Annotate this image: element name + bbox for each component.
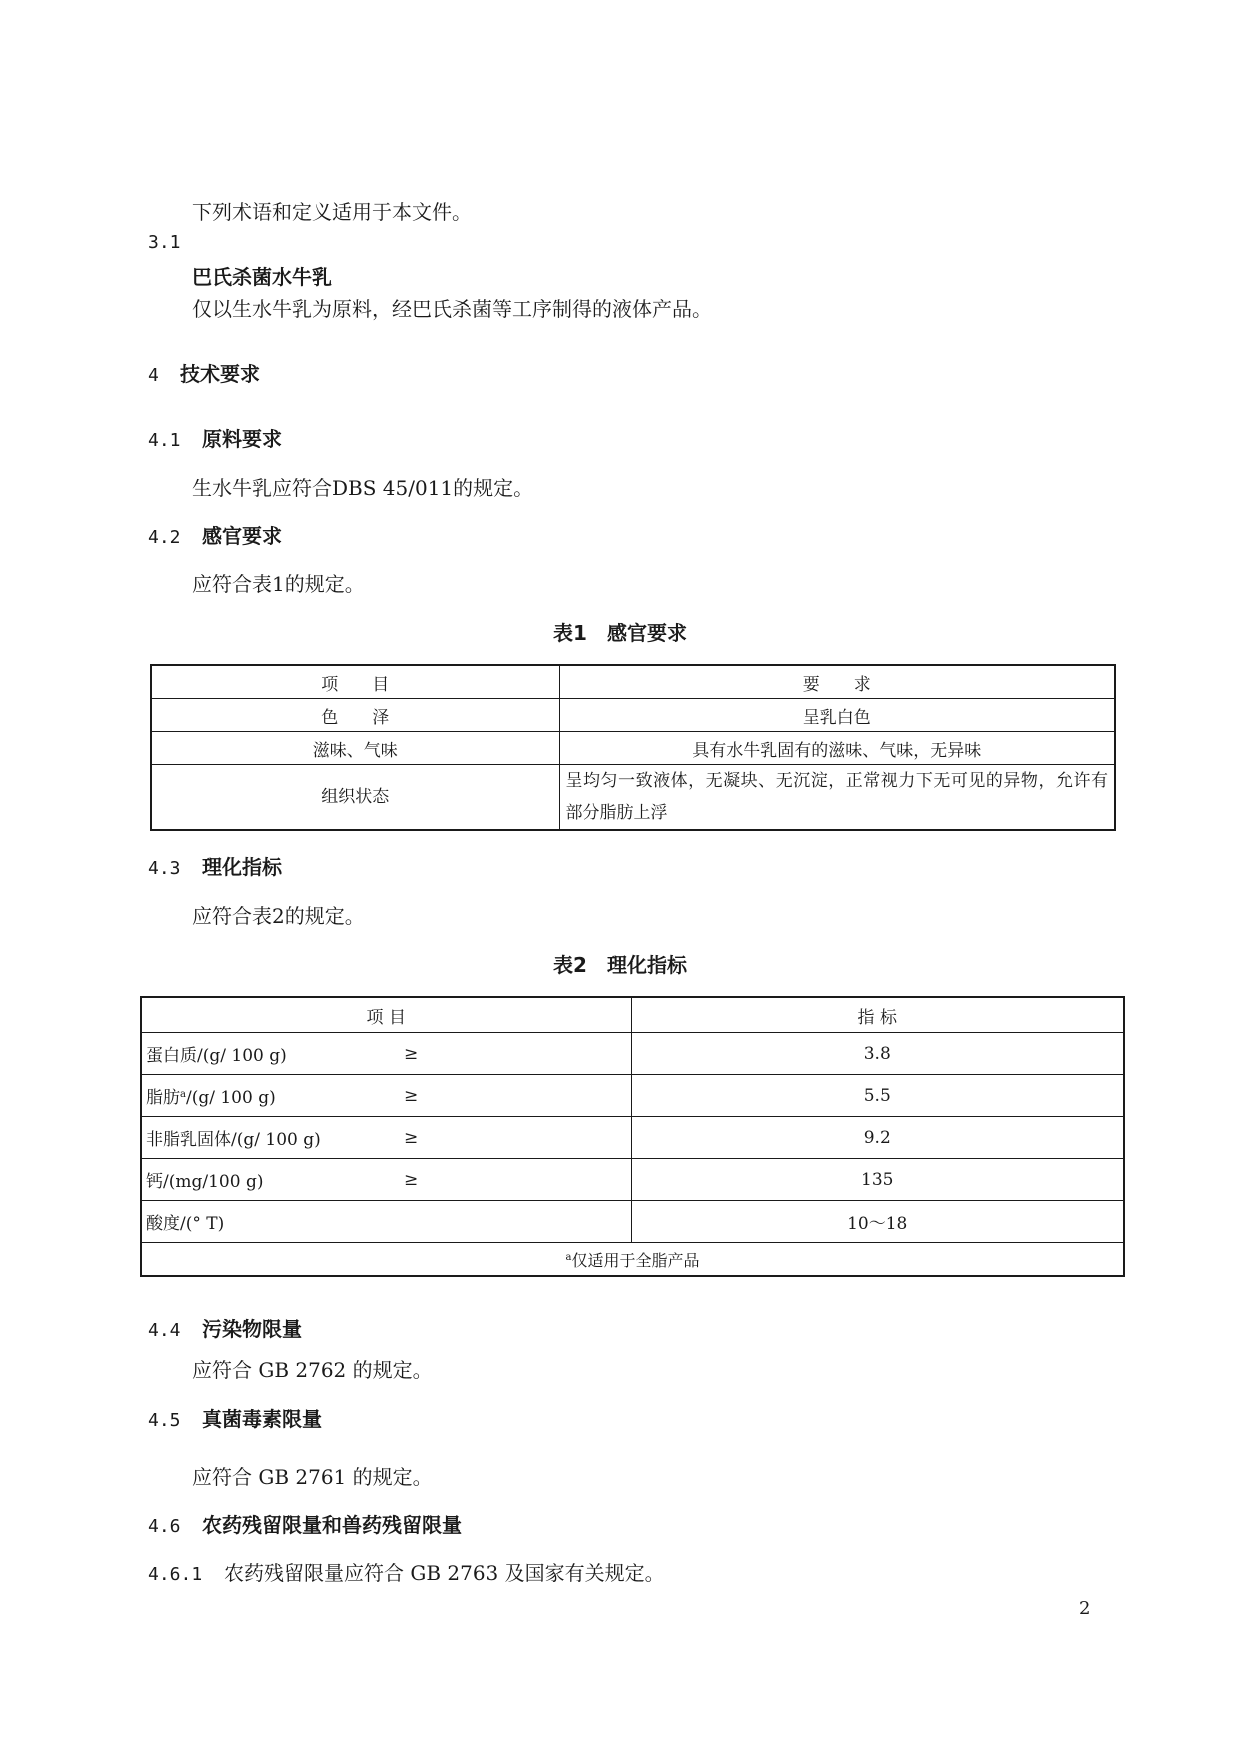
table-row [141,1159,1124,1201]
term-title: 巴氏杀菌水牛乳 [192,265,332,289]
table-cell [141,1075,631,1117]
item-unit: /(g/ 100 g) [185,1088,276,1108]
table-cell [141,1159,631,1201]
section-title: 感官要求 [202,524,282,548]
table-row [141,1201,1124,1243]
footnote-marker: a [565,1251,572,1263]
section-number: 4.6 [148,1516,181,1537]
footnote-text: 仅适用于全脂产品 [571,1250,700,1270]
table-header-row [151,665,1115,699]
table-header: 项 目 [141,997,631,1033]
table-row [141,1117,1124,1159]
footnote-marker: a [180,1089,186,1100]
term-number: 3.1 [148,232,181,253]
term-definition: 仅以生水牛乳为原料，经巴氏杀菌等工序制得的液体产品。 [192,297,712,321]
ge-symbol: ≥ [404,1085,419,1106]
table-cell: 135 [631,1159,1124,1201]
table-cell: 呈均匀一致液体，无凝块、无沉淀，正常视力下无可见的异物，允许有部分脂肪上浮 [559,765,1115,831]
section-4-4-body: 应符合 GB 2762 的规定。 [192,1358,433,1382]
section-title: 原料要求 [202,427,282,451]
table2-caption: 表2 理化指标 [553,953,687,977]
table-cell [141,1033,631,1075]
section-4-5-heading [148,1403,322,1432]
item-label: 非脂乳固体/(g/ 100 g) [146,1130,321,1150]
section-title: 真菌毒素限量 [202,1407,322,1431]
table2-physicochemical [140,996,1125,1277]
table-cell: 色 泽 [151,699,559,732]
ge-symbol: ≥ [404,1169,419,1190]
section-4-heading [148,358,260,387]
page-number: 2 [1079,1598,1091,1619]
table-header: 项 目 [151,665,559,699]
section-number: 4.6.1 [148,1564,203,1585]
table-row [151,699,1115,732]
section-4-4-heading [148,1313,302,1342]
section-4-6-heading [148,1509,462,1538]
table-cell: 呈乳白色 [559,699,1115,732]
section-4-1-heading [148,423,282,452]
item-label: 钙/(mg/100 g) [146,1172,264,1192]
section-number: 4 [148,365,159,386]
table1-caption: 表1 感官要求 [553,621,687,645]
table-cell: 9.2 [631,1117,1124,1159]
table-cell: 组织状态 [151,765,559,831]
section-4-2-body: 应符合表1的规定。 [192,572,365,596]
section-title: 技术要求 [180,362,260,386]
section-body: 农药残留限量应符合 GB 2763 及国家有关规定。 [224,1561,665,1585]
section-number: 4.5 [148,1410,181,1431]
table-row [151,765,1115,831]
table-row [141,1033,1124,1075]
item-label: 脂肪 [146,1088,180,1108]
table-footnote [141,1243,1124,1277]
table-header: 要 求 [559,665,1115,699]
item-label: 蛋白质/(g/ 100 g) [146,1046,287,1066]
section-number: 4.1 [148,430,181,451]
section-number: 4.3 [148,858,181,879]
section-title: 理化指标 [202,855,282,879]
table-row [141,1075,1124,1117]
table-cell: 滋味、气味 [151,732,559,765]
table-header-row [141,997,1124,1033]
intro-text: 下列术语和定义适用于本文件。 [192,200,472,224]
section-number: 4.2 [148,527,181,548]
section-4-5-body: 应符合 GB 2761 的规定。 [192,1465,433,1489]
table1-sensory [150,664,1116,831]
table-cell [141,1201,631,1243]
item-label: 酸度/(° T) [146,1214,225,1234]
ge-symbol: ≥ [404,1043,419,1064]
ge-symbol: ≥ [404,1127,419,1148]
section-4-1-body: 生水牛乳应符合DBS 45/011的规定。 [192,476,534,500]
table-row [151,732,1115,765]
section-4-3-heading [148,851,282,880]
table-cell: 3.8 [631,1033,1124,1075]
section-title: 农药残留限量和兽药残留限量 [202,1513,462,1537]
table-cell [141,1117,631,1159]
section-4-2-heading [148,520,282,549]
table-cell: 10～18 [631,1201,1124,1243]
table-cell: 5.5 [631,1075,1124,1117]
section-title: 污染物限量 [202,1317,302,1341]
table-header: 指 标 [631,997,1124,1033]
section-number: 4.4 [148,1320,181,1341]
table-cell: 具有水牛乳固有的滋味、气味，无异味 [559,732,1115,765]
table-footnote-row [141,1243,1124,1277]
section-4-3-body: 应符合表2的规定。 [192,904,365,928]
section-4-6-1 [148,1557,665,1586]
